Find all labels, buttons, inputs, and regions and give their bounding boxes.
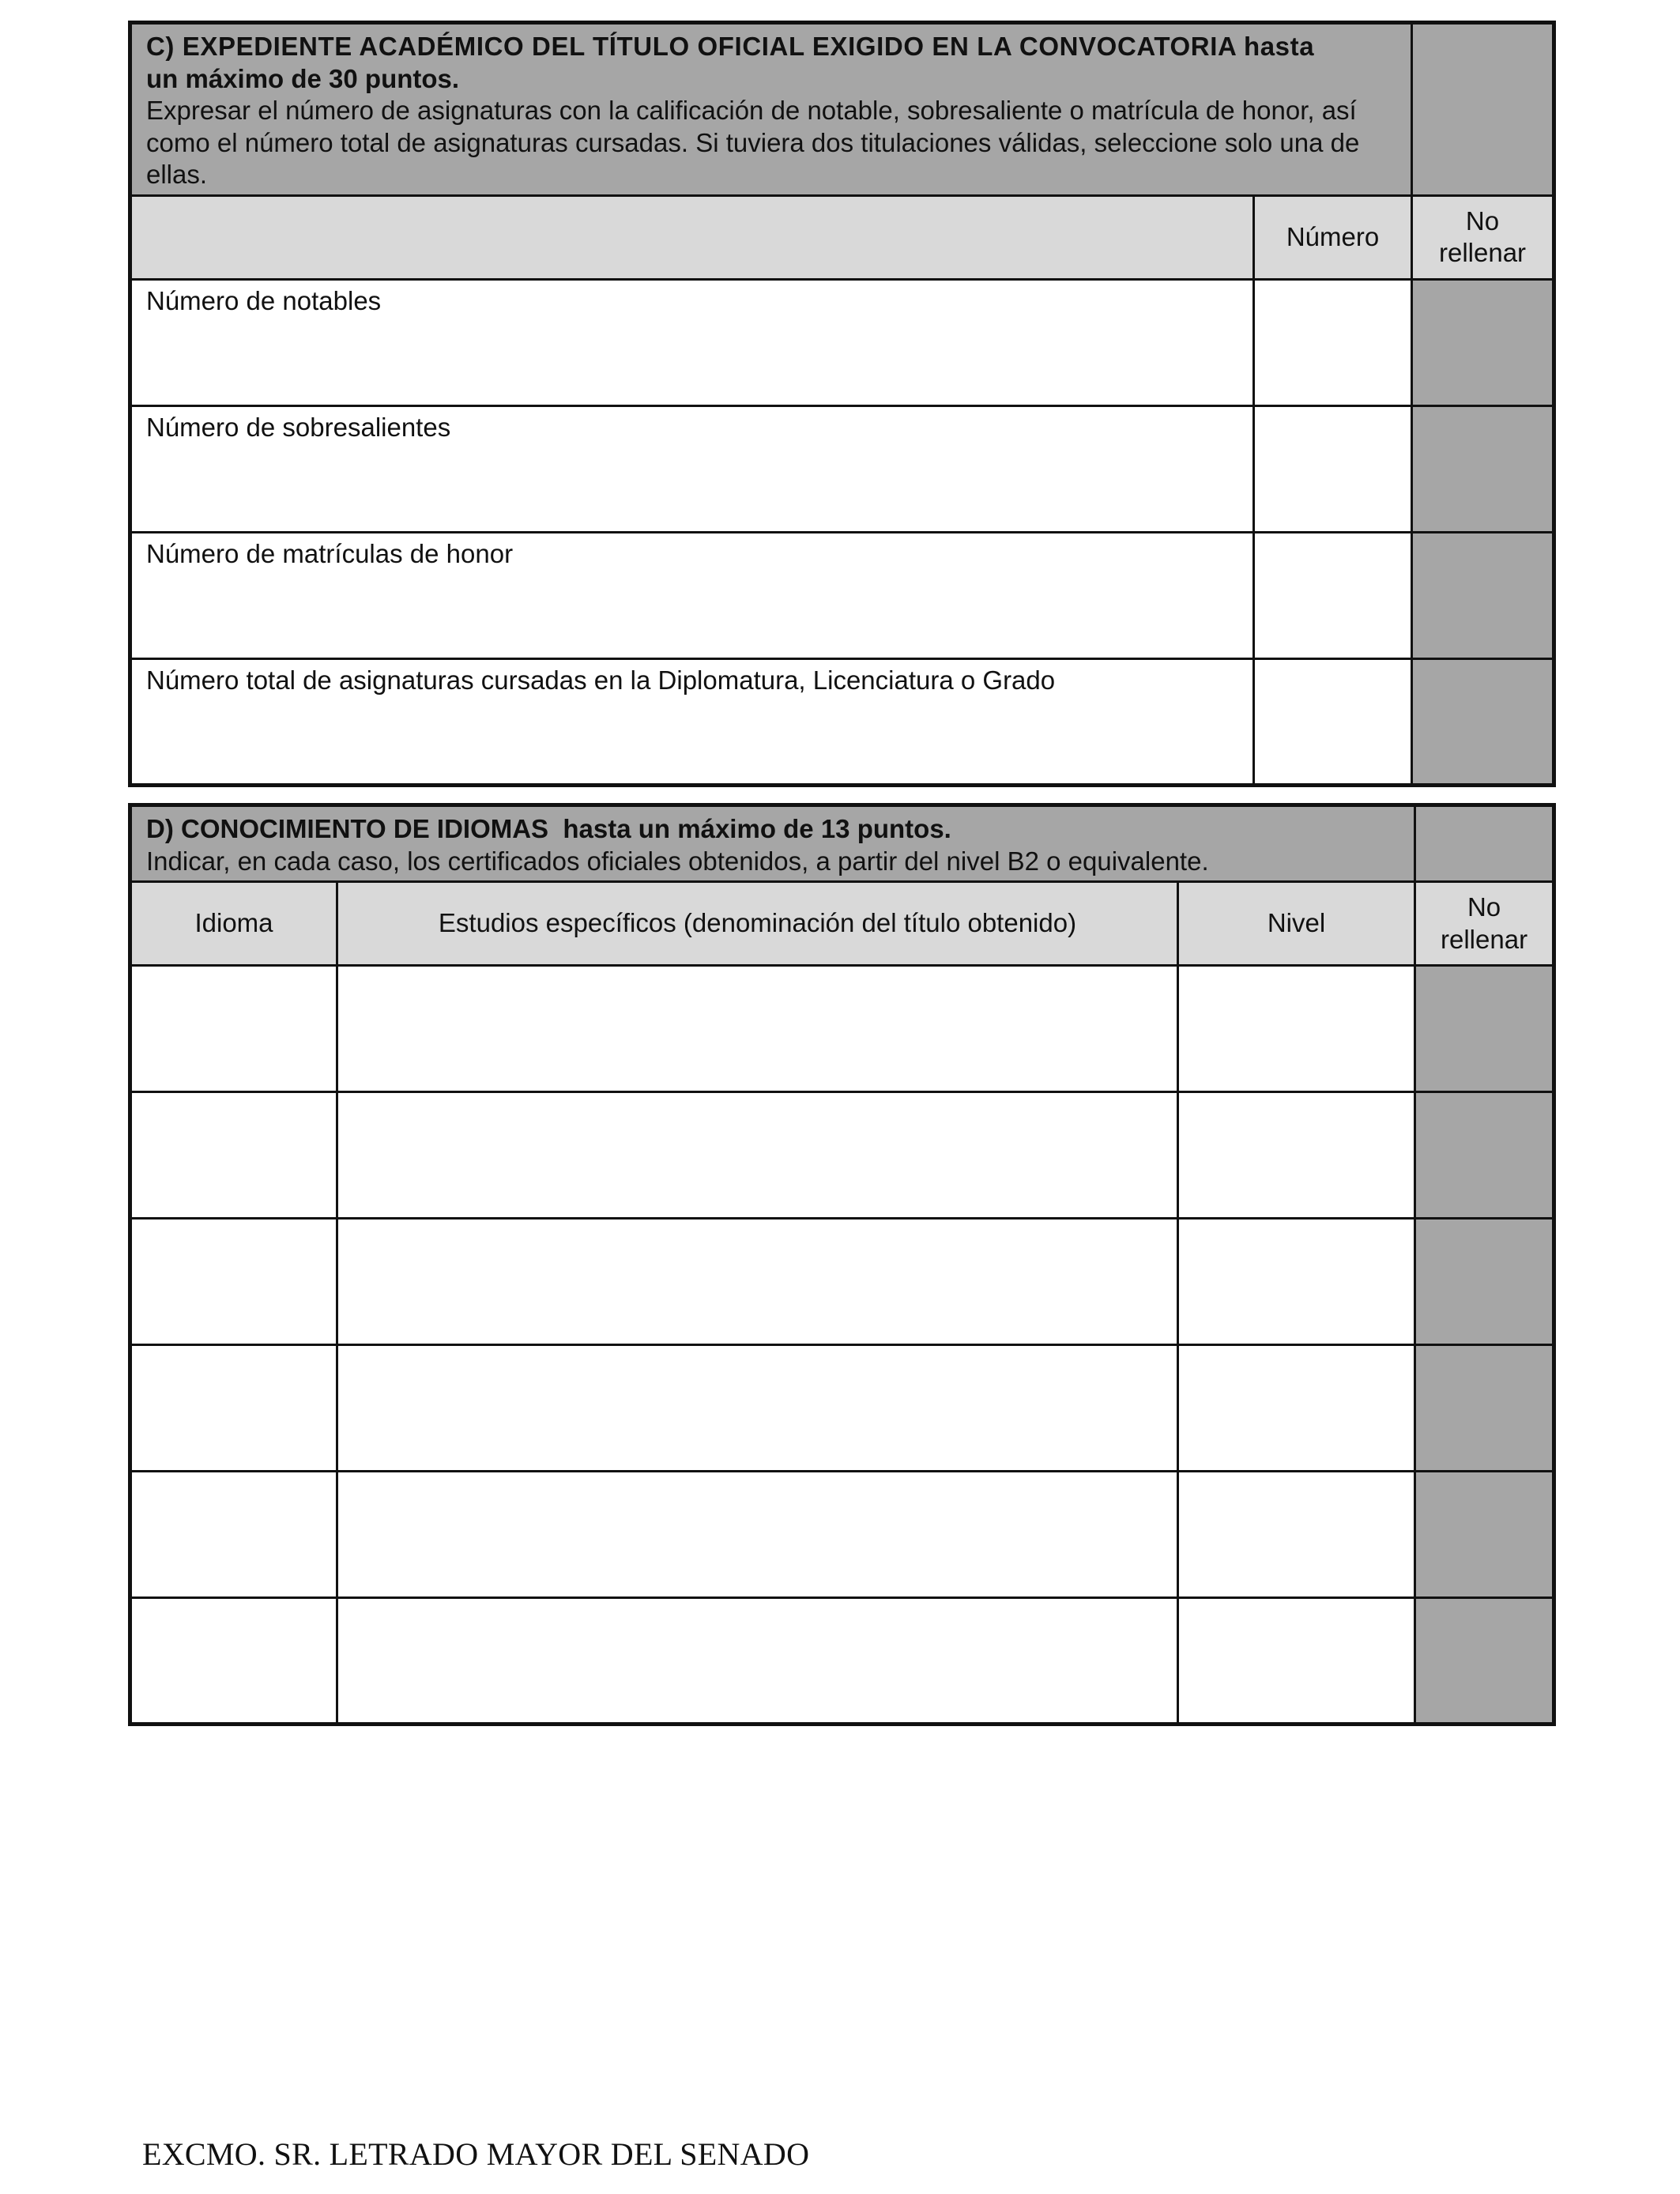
section-c-row-sobresalientes bbox=[130, 405, 1554, 532]
section-c-header bbox=[130, 23, 1412, 196]
row-label-matriculas-de-honor: Número de matrículas de honor bbox=[130, 532, 1254, 658]
input-numero-notables[interactable] bbox=[1254, 279, 1412, 405]
input-nivel[interactable] bbox=[1178, 1345, 1415, 1472]
input-estudios-especificos[interactable] bbox=[337, 1598, 1178, 1725]
section-d-table bbox=[128, 803, 1556, 1726]
section-c-title-line-2: un máximo de 30 puntos. bbox=[146, 63, 460, 93]
no-rellenar-cell bbox=[1412, 405, 1554, 532]
no-rellenar-line-2: rellenar bbox=[1438, 238, 1527, 268]
row-label-notables: Número de notables bbox=[130, 279, 1254, 405]
footer-addressee: EXCMO. SR. LETRADO MAYOR DEL SENADO bbox=[142, 2136, 810, 2172]
section-d-header-shaded-cell bbox=[1415, 805, 1554, 882]
column-header-no-rellenar bbox=[1412, 195, 1554, 279]
section-c-column-header-blank bbox=[130, 195, 1254, 279]
idioma-row bbox=[130, 1219, 1554, 1345]
no-rellenar-cell bbox=[1415, 1598, 1554, 1725]
input-numero-total-asignaturas[interactable] bbox=[1254, 658, 1412, 785]
no-rellenar-cell bbox=[1415, 1345, 1554, 1472]
idioma-row bbox=[130, 1345, 1554, 1472]
input-nivel[interactable] bbox=[1178, 1598, 1415, 1725]
input-numero-matriculas-de-honor[interactable] bbox=[1254, 532, 1412, 658]
no-rellenar-cell bbox=[1415, 1092, 1554, 1219]
idioma-row bbox=[130, 1598, 1554, 1725]
no-rellenar-cell bbox=[1412, 279, 1554, 405]
input-idioma[interactable] bbox=[130, 1598, 337, 1725]
input-idioma[interactable] bbox=[130, 966, 337, 1092]
section-c-instructions: Expresar el número de asignaturas con la calificación de notable, sobresaliente o matrícula de honor, así como el número total de asignaturas cursadas. Si tuviera dos titulaciones válidas, seleccione solo una de ellas. bbox=[146, 96, 1360, 190]
input-nivel[interactable] bbox=[1178, 1472, 1415, 1598]
input-estudios-especificos[interactable] bbox=[337, 966, 1178, 1092]
section-c-row-matriculas bbox=[130, 532, 1554, 658]
no-rellenar-line-1: No bbox=[1465, 205, 1500, 236]
column-header-estudios-especificos: Estudios específicos (denominación del título obtenido) bbox=[337, 882, 1178, 966]
section-d-title: D) CONOCIMIENTO DE IDIOMAS hasta un máximo de 13 puntos. bbox=[146, 814, 951, 843]
input-estudios-especificos[interactable] bbox=[337, 1219, 1178, 1345]
no-rellenar-line-2: rellenar bbox=[1441, 924, 1528, 954]
no-rellenar-cell bbox=[1415, 966, 1554, 1092]
section-d-instructions: Indicar, en cada caso, los certificados oficiales obtenidos, a partir del nivel B2 o equivalente. bbox=[146, 846, 1209, 876]
input-idioma[interactable] bbox=[130, 1345, 337, 1472]
no-rellenar-cell bbox=[1415, 1219, 1554, 1345]
input-numero-sobresalientes[interactable] bbox=[1254, 405, 1412, 532]
column-header-nivel: Nivel bbox=[1178, 882, 1415, 966]
idioma-row bbox=[130, 1092, 1554, 1219]
section-c-table bbox=[128, 21, 1556, 787]
no-rellenar-line-1: No bbox=[1467, 892, 1501, 922]
no-rellenar-cell bbox=[1412, 532, 1554, 658]
input-estudios-especificos[interactable] bbox=[337, 1345, 1178, 1472]
section-c-header-shaded-cell bbox=[1412, 23, 1554, 196]
no-rellenar-cell bbox=[1412, 658, 1554, 785]
input-idioma[interactable] bbox=[130, 1219, 337, 1345]
column-header-numero: Número bbox=[1254, 195, 1412, 279]
input-estudios-especificos[interactable] bbox=[337, 1092, 1178, 1219]
column-header-no-rellenar bbox=[1415, 882, 1554, 966]
input-nivel[interactable] bbox=[1178, 1092, 1415, 1219]
input-idioma[interactable] bbox=[130, 1472, 337, 1598]
no-rellenar-cell bbox=[1415, 1472, 1554, 1598]
section-c-title-line-1: C) EXPEDIENTE ACADÉMICO DEL TÍTULO OFICIAL EXIGIDO EN LA CONVOCATORIA hasta bbox=[146, 32, 1315, 61]
column-header-idioma: Idioma bbox=[130, 882, 337, 966]
section-c-row-total-asignaturas bbox=[130, 658, 1554, 785]
section-c-row-notables bbox=[130, 279, 1554, 405]
input-nivel[interactable] bbox=[1178, 1219, 1415, 1345]
section-d-header bbox=[130, 805, 1415, 882]
row-label-sobresalientes: Número de sobresalientes bbox=[130, 405, 1254, 532]
idioma-row bbox=[130, 1472, 1554, 1598]
input-nivel[interactable] bbox=[1178, 966, 1415, 1092]
idioma-row bbox=[130, 966, 1554, 1092]
row-label-total-asignaturas: Número total de asignaturas cursadas en la Diplomatura, Licenciatura o Grado bbox=[130, 658, 1254, 785]
input-estudios-especificos[interactable] bbox=[337, 1472, 1178, 1598]
input-idioma[interactable] bbox=[130, 1092, 337, 1219]
